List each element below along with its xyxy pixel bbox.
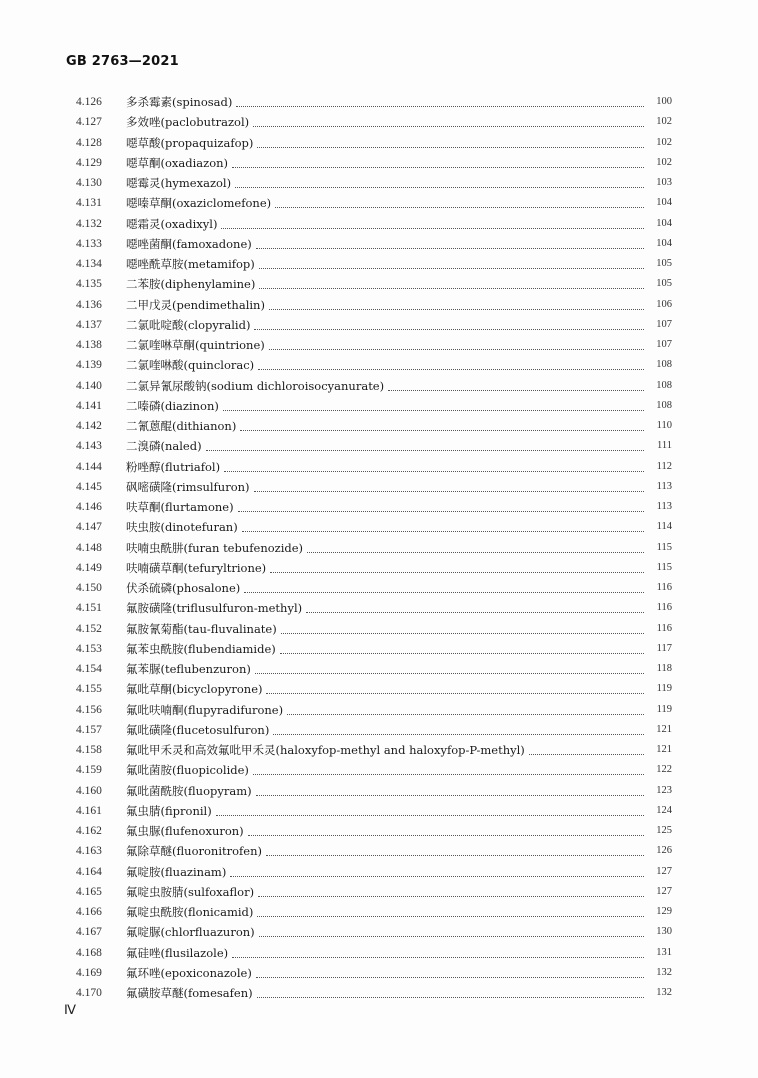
toc-entry-number: 4.126 [76, 96, 102, 108]
dot-leader [255, 672, 644, 674]
toc-entry-number: 4.167 [76, 926, 102, 939]
toc-entry-title: 噁霉灵(hymexazol) [126, 176, 232, 190]
toc-entry-page: 122 [656, 764, 672, 776]
toc-entry[interactable] [0, 153, 758, 173]
toc-entry-title: 呋草酮(flurtamone) [126, 500, 234, 514]
dot-leader [224, 470, 644, 472]
toc-entry-title: 氟虫脲(flufenoxuron) [126, 824, 244, 838]
toc-entry[interactable] [0, 92, 758, 112]
toc-entry-title-line [126, 538, 646, 558]
toc-entry-number: 4.150 [76, 582, 102, 594]
toc-entry-page: 129 [656, 906, 672, 917]
toc-entry-number: 4.168 [76, 946, 102, 959]
toc-entry-page: 108 [656, 399, 672, 411]
dot-leader [257, 915, 644, 917]
toc-entry-title: 噁唑菌酮(famoxadone) [126, 236, 252, 251]
dot-leader [206, 449, 644, 451]
toc-entry[interactable] [0, 963, 758, 983]
toc-entry-title: 氟啶胺(fluazinam) [126, 864, 227, 879]
dot-leader [257, 146, 644, 148]
toc-entry-page: 102 [656, 116, 672, 128]
toc-entry-title: 氟苯脲(teflubenzuron) [126, 662, 251, 676]
dot-leader [223, 409, 644, 411]
toc-entry-title: 氟除草醚(fluoronitrofen) [126, 844, 262, 859]
dot-leader [529, 753, 644, 755]
toc-entry[interactable] [0, 720, 758, 740]
toc-entry-title: 呋喃虫酰肼(furan tebufenozide) [126, 540, 304, 555]
toc-entry-page: 108 [656, 359, 672, 371]
toc-entry[interactable] [0, 639, 758, 659]
toc-entry-title: 氟硅唑(flusilazole) [126, 945, 229, 960]
toc-entry[interactable] [0, 801, 758, 821]
toc-entry-number: 4.143 [76, 440, 102, 453]
toc-entry-number: 4.148 [76, 541, 102, 554]
toc-entry-page: 105 [656, 278, 672, 290]
toc-entry-page: 106 [656, 298, 672, 310]
toc-entry[interactable] [0, 173, 758, 193]
toc-entry-page: 112 [656, 460, 672, 472]
toc-entry-title-line [126, 963, 646, 983]
dot-leader [259, 267, 644, 269]
dot-leader [232, 166, 644, 168]
toc-entry-title: 二氯异氰尿酸钠(sodium dichloroisocyanurate) [126, 378, 385, 393]
toc-entry-title: 氟吡磺隆(flucetosulfuron) [126, 722, 270, 737]
dot-leader [248, 834, 644, 836]
toc-entry-number: 4.152 [76, 622, 102, 635]
toc-entry-title-line [126, 315, 646, 335]
toc-entry-title-line [126, 477, 646, 497]
toc-entry[interactable] [0, 619, 758, 639]
toc-entry[interactable] [0, 416, 758, 436]
toc-entry-title-line [126, 882, 646, 902]
toc-entry-title: 氟胺氰菊酯(tau-fluvalinate) [126, 621, 277, 636]
dot-leader [270, 571, 644, 573]
dot-leader [236, 105, 644, 107]
toc-entry[interactable] [0, 214, 758, 234]
toc-entry-number: 4.133 [76, 237, 102, 250]
toc-entry-number: 4.155 [76, 683, 102, 696]
dot-leader [259, 287, 644, 289]
toc-entry-title: 氟吡菌胺(fluopicolide) [126, 763, 249, 778]
toc-entry-title: 二氯喹啉酸(quinclorac) [126, 358, 255, 373]
toc-entry-title: 氟磺胺草醚(fomesafen) [126, 986, 253, 1000]
toc-entry-title-line [126, 922, 646, 942]
toc-entry[interactable] [0, 234, 758, 254]
toc-entry-title: 砜嘧磺隆(rimsulfuron) [126, 479, 250, 494]
toc-entry-title-line [126, 821, 646, 841]
toc-entry[interactable] [0, 598, 758, 618]
dot-leader [257, 996, 644, 998]
toc-entry-page: 105 [656, 258, 672, 269]
toc-entry-title-line [126, 133, 646, 153]
toc-entry-title: 二苯胺(diphenylamine) [126, 277, 256, 292]
toc-entry[interactable] [0, 133, 758, 153]
dot-leader [253, 125, 644, 127]
toc-entry-title-line [126, 862, 646, 882]
toc-entry-title: 伏杀硫磷(phosalone) [126, 581, 241, 595]
document-code: GB 2763—2021 [66, 54, 179, 69]
toc-entry-title-line [126, 700, 646, 720]
toc-entry-number: 4.166 [76, 906, 102, 918]
toc-entry[interactable] [0, 517, 758, 537]
toc-entry[interactable] [0, 295, 758, 315]
toc-entry-page: 108 [656, 379, 672, 391]
toc-entry-title-line [126, 943, 646, 963]
toc-entry-number: 4.131 [76, 197, 102, 210]
toc-entry-title: 呋喃磺草酮(tefuryltrione) [126, 560, 267, 575]
toc-entry-title-line [126, 457, 646, 477]
toc-entry[interactable] [0, 760, 758, 780]
dot-leader [256, 794, 644, 796]
dot-leader [232, 956, 644, 958]
toc-entry-page: 125 [656, 825, 672, 836]
toc-entry-page: 121 [656, 723, 672, 735]
dot-leader [256, 976, 644, 978]
dot-leader [306, 611, 644, 613]
toc-entry-page: 131 [656, 946, 672, 958]
toc-entry-title: 呋虫胺(dinotefuran) [126, 520, 238, 535]
toc-entry-page: 116 [656, 622, 672, 634]
toc-entry[interactable] [0, 922, 758, 942]
toc-entry-title: 噁霜灵(oxadixyl) [126, 216, 218, 231]
toc-entry-page: 124 [656, 804, 672, 816]
toc-entry-title-line [126, 416, 646, 436]
toc-entry[interactable] [0, 679, 758, 699]
toc-entry[interactable] [0, 376, 758, 396]
dot-leader [273, 733, 644, 735]
toc-entry-page: 117 [656, 642, 672, 654]
toc-entry[interactable] [0, 983, 758, 1003]
toc-entry-number: 4.156 [76, 703, 102, 716]
toc-entry-title-line [126, 436, 646, 456]
toc-entry-page: 127 [656, 865, 672, 877]
toc-entry-number: 4.161 [76, 804, 102, 817]
toc-entry-page: 115 [656, 561, 672, 573]
toc-entry-title-line [126, 517, 646, 537]
toc-entry-number: 4.144 [76, 460, 102, 473]
toc-entry-title: 氟啶虫胺腈(sulfoxaflor) [126, 884, 255, 899]
dot-leader [266, 854, 644, 856]
toc-entry-number: 4.132 [76, 217, 102, 230]
toc-entry-page: 107 [656, 339, 672, 350]
dot-leader [269, 348, 644, 350]
toc-entry-number: 4.141 [76, 399, 102, 412]
toc-entry-page: 126 [656, 845, 672, 857]
toc-entry-page: 130 [656, 926, 672, 938]
toc-entry-page: 100 [656, 96, 672, 107]
toc-entry-number: 4.162 [76, 825, 102, 837]
toc-entry-page: 104 [656, 217, 672, 229]
toc-entry-number: 4.165 [76, 885, 102, 898]
toc-entry[interactable] [0, 821, 758, 841]
toc-entry-title: 噁嗪草酮(oxaziclomefone) [126, 196, 272, 211]
toc-entry[interactable] [0, 862, 758, 882]
toc-entry-title: 氟苯虫酰胺(flubendiamide) [126, 641, 276, 656]
toc-entry-page: 119 [656, 703, 672, 715]
dot-leader [258, 368, 644, 370]
toc-entry-number: 4.128 [76, 136, 102, 149]
toc-entry-page: 132 [656, 987, 672, 998]
toc-entry-number: 4.170 [76, 987, 102, 999]
toc-entry-page: 116 [656, 582, 672, 593]
toc-entry-number: 4.149 [76, 561, 102, 574]
dot-leader [230, 875, 644, 877]
toc-entry[interactable] [0, 436, 758, 456]
toc-entry-title: 二甲戊灵(pendimethalin) [126, 297, 265, 312]
toc-entry-page: 102 [656, 156, 672, 168]
toc-entry-number: 4.157 [76, 723, 102, 736]
toc-entry-number: 4.164 [76, 865, 102, 878]
toc-entry[interactable] [0, 497, 758, 517]
toc-entry-number: 4.135 [76, 278, 102, 291]
toc-entry-number: 4.142 [76, 420, 102, 432]
toc-entry[interactable] [0, 355, 758, 375]
toc-entry-page: 127 [656, 885, 672, 897]
toc-entry-title-line [126, 841, 646, 861]
toc-entry-title: 二溴磷(naled) [126, 439, 202, 454]
toc-entry-number: 4.159 [76, 764, 102, 777]
toc-entry-title: 氟胺磺隆(triflusulfuron-methyl) [126, 601, 303, 616]
toc-entry-title-line [126, 173, 646, 193]
toc-entry[interactable] [0, 477, 758, 497]
dot-leader [256, 247, 644, 249]
toc-entry-number: 4.147 [76, 521, 102, 534]
toc-entry-title-line [126, 193, 646, 213]
toc-entry-title-line [126, 781, 646, 801]
toc-entry-number: 4.163 [76, 845, 102, 858]
toc-entry[interactable] [0, 396, 758, 416]
toc-entry[interactable] [0, 254, 758, 274]
toc-entry-number: 4.151 [76, 602, 102, 615]
toc-entry[interactable] [0, 943, 758, 963]
dot-leader [254, 490, 644, 492]
toc-entry-number: 4.153 [76, 642, 102, 655]
toc-entry-title-line [126, 598, 646, 618]
toc-entry-title-line [126, 497, 646, 517]
toc-entry[interactable] [0, 781, 758, 801]
toc-entry[interactable] [0, 315, 758, 335]
toc-entry-title-line [126, 902, 646, 922]
toc-entry[interactable] [0, 112, 758, 132]
toc-entry-title-line [126, 639, 646, 659]
toc-entry[interactable] [0, 457, 758, 477]
toc-entry-title: 多杀霉素(spinosad) [126, 95, 233, 109]
toc-entry-number: 4.130 [76, 177, 102, 189]
toc-entry-title: 噁草酮(oxadiazon) [126, 155, 229, 170]
toc-entry-title-line [126, 112, 646, 132]
toc-entry-page: 118 [656, 663, 672, 674]
toc-entry-title-line [126, 295, 646, 315]
toc-entry-number: 4.129 [76, 156, 102, 169]
toc-entry-page: 107 [656, 318, 672, 330]
toc-entry[interactable] [0, 659, 758, 679]
toc-entry-page: 113 [656, 480, 672, 492]
toc-entry-title: 二氯喹啉草酮(quintrione) [126, 338, 265, 352]
toc-entry-number: 4.158 [76, 744, 102, 756]
dot-leader [216, 814, 644, 816]
dot-leader [244, 591, 644, 593]
toc-entry-page: 121 [656, 744, 672, 755]
dot-leader [307, 551, 644, 553]
toc-entry-title-line [126, 355, 646, 375]
toc-entry-page: 102 [656, 136, 672, 148]
dot-leader [221, 227, 644, 229]
toc-entry-title-line [126, 153, 646, 173]
toc-entry-number: 4.160 [76, 784, 102, 797]
dot-leader [269, 308, 644, 310]
toc-entry-title-line [126, 335, 646, 355]
toc-entry-page: 110 [656, 420, 672, 431]
toc-entry-number: 4.136 [76, 298, 102, 311]
toc-entry-title-line [126, 619, 646, 639]
toc-entry[interactable] [0, 193, 758, 213]
toc-entry-page: 115 [656, 541, 672, 553]
toc-entry-title: 氟环唑(epoxiconazole) [126, 965, 252, 980]
toc-entry-title-line [126, 720, 646, 740]
toc-entry-number: 4.140 [76, 379, 102, 392]
dot-leader [253, 773, 644, 775]
dot-leader [242, 530, 644, 532]
dot-leader [240, 429, 644, 431]
dot-leader [275, 206, 644, 208]
toc-entry-title-line [126, 254, 646, 274]
toc-entry-title: 氟吡菌酰胺(fluopyram) [126, 783, 252, 798]
toc-entry-number: 4.138 [76, 339, 102, 351]
dot-leader [235, 186, 644, 188]
toc-entry-title-line [126, 983, 646, 1003]
toc-entry-number: 4.154 [76, 663, 102, 675]
dot-leader [287, 713, 644, 715]
toc-entry-title-line [126, 659, 646, 679]
page-number-roman: Ⅳ [64, 1002, 76, 1017]
toc-entry-title-line [126, 214, 646, 234]
toc-entry[interactable] [0, 274, 758, 294]
toc-entry[interactable] [0, 700, 758, 720]
toc-entry-title: 二嗪磷(diazinon) [126, 398, 219, 413]
toc-entry-page: 116 [656, 602, 672, 614]
toc-entry[interactable] [0, 902, 758, 922]
toc-entry-number: 4.127 [76, 116, 102, 129]
toc-entry-number: 4.137 [76, 318, 102, 331]
toc-entry-title-line [126, 578, 646, 598]
toc-entry-page: 104 [656, 237, 672, 249]
dot-leader [388, 389, 644, 391]
toc-entry-page: 104 [656, 197, 672, 209]
toc-entry-title-line [126, 679, 646, 699]
toc-entry-title: 粉唑醇(flutriafol) [126, 459, 221, 474]
toc-entry-title-line [126, 801, 646, 821]
toc-entry[interactable] [0, 841, 758, 861]
dot-leader [266, 692, 644, 694]
toc-entry-number: 4.139 [76, 359, 102, 372]
toc-entry-page: 103 [656, 177, 672, 188]
toc-entry-title-line [126, 760, 646, 780]
toc-entry[interactable] [0, 335, 758, 355]
toc-entry-title-line [126, 740, 646, 760]
toc-entry-title-line [126, 234, 646, 254]
toc-entry[interactable] [0, 882, 758, 902]
toc-entry-page: 123 [656, 784, 672, 796]
toc-entry-page: 114 [656, 521, 672, 533]
toc-entry-title-line [126, 558, 646, 578]
toc-entry-title: 氟啶脲(chlorfluazuron) [126, 925, 255, 940]
toc-entry-page: 111 [657, 440, 672, 452]
toc-entry-title: 氟啶虫酰胺(flonicamid) [126, 905, 254, 919]
toc-entry-page: 119 [656, 683, 672, 695]
toc-entry[interactable] [0, 538, 758, 558]
toc-entry-title: 氟吡草酮(bicyclopyrone) [126, 682, 263, 697]
toc-entry-number: 4.145 [76, 480, 102, 493]
toc-entry-title-line [126, 396, 646, 416]
toc-entry-title-line [126, 274, 646, 294]
toc-entry[interactable] [0, 558, 758, 578]
toc-entry-title: 二氰蒽醌(dithianon) [126, 419, 237, 433]
toc-entry-title: 二氯吡啶酸(clopyralid) [126, 317, 251, 332]
toc-entry-title: 氟虫腈(fipronil) [126, 803, 212, 818]
toc-entry-number: 4.146 [76, 501, 102, 513]
dot-leader [258, 895, 644, 897]
toc-entry-page: 113 [656, 501, 672, 512]
dot-leader [254, 328, 644, 330]
dot-leader [280, 652, 644, 654]
toc-entry[interactable] [0, 578, 758, 598]
toc-entry-number: 4.134 [76, 258, 102, 270]
toc-entry-title-line [126, 92, 646, 112]
toc-entry-title: 氟吡呋喃酮(flupyradifurone) [126, 702, 284, 717]
dot-leader [238, 510, 644, 512]
toc-entry-title: 多效唑(paclobutrazol) [126, 115, 250, 130]
toc-entry[interactable] [0, 740, 758, 760]
toc-entry-title: 氟吡甲禾灵和高效氟吡甲禾灵(haloxyfop-methyl and haloxyfop-P-methyl) [126, 743, 525, 757]
toc-entry-title: 噁草酸(propaquizafop) [126, 135, 254, 150]
dot-leader [259, 935, 644, 937]
dot-leader [281, 632, 644, 634]
toc-entry-number: 4.169 [76, 966, 102, 979]
toc-entry-page: 132 [656, 966, 672, 978]
toc-entry-title: 噁唑酰草胺(metamifop) [126, 257, 255, 271]
toc-entry-title-line [126, 376, 646, 396]
